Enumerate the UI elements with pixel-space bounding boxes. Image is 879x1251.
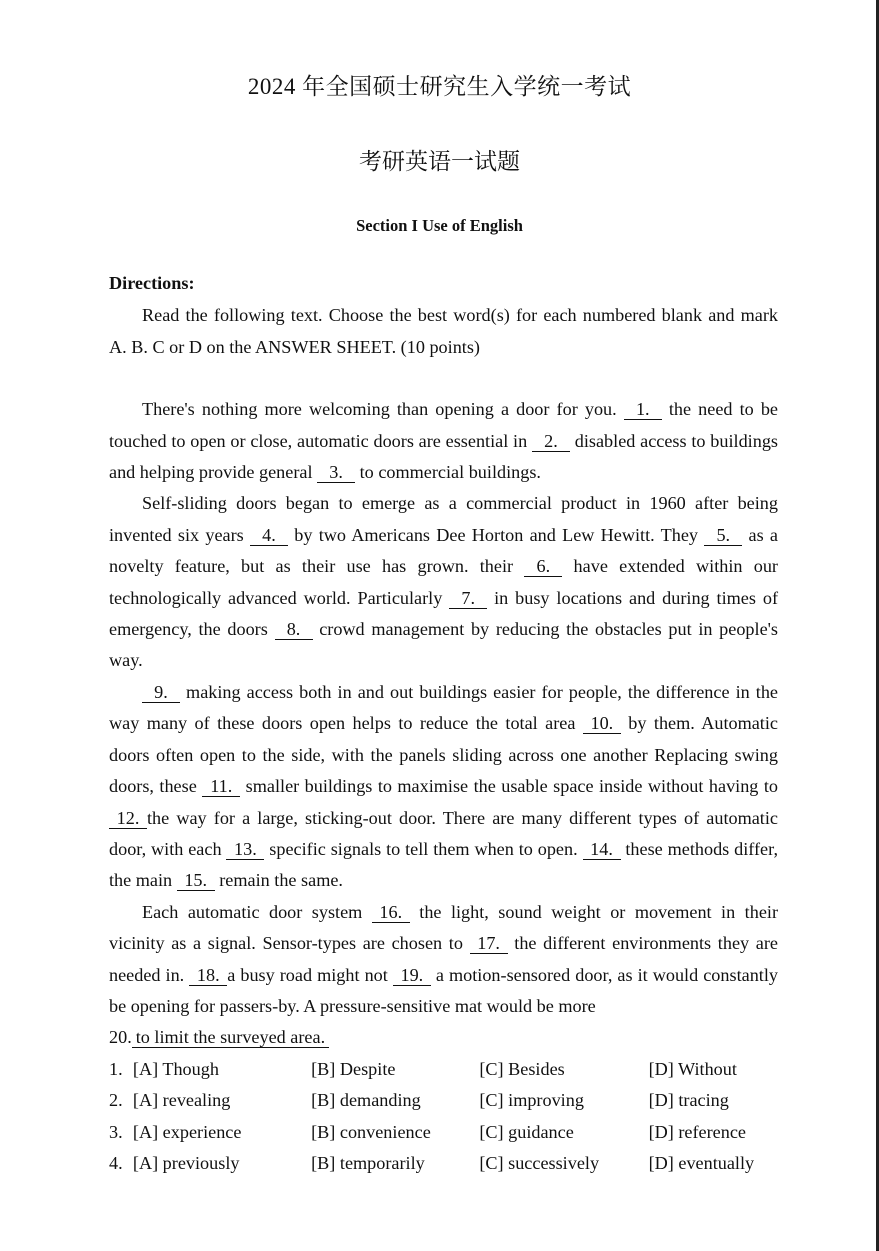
question-number: 3.	[109, 1121, 123, 1142]
passage-text: in busy locations and during times of emergency, the doors	[109, 587, 779, 640]
option-b: [B] Despite	[311, 1058, 396, 1079]
option-d: [D] tracing	[648, 1090, 729, 1111]
passage-text: the different environments they are needed in.	[109, 933, 778, 985]
passage-text: crowd management by reducing the obstacles put in people's way.	[109, 619, 778, 671]
option-a: [A] revealing	[132, 1090, 231, 1111]
option-a: [A] Though	[132, 1058, 219, 1079]
passage-text: 20.	[109, 1027, 132, 1048]
answer-blank: 2.	[532, 432, 570, 452]
passage-paragraph-4	[109, 897, 778, 1023]
option-c: [C] guidance	[479, 1121, 574, 1142]
passage-text: the light, sound weight or movement in their vicinity as a signal. Sensor-types are chosen to	[109, 901, 779, 954]
answer-blank: 19.	[393, 966, 431, 986]
option-a: [A] previously	[132, 1152, 240, 1173]
passage-text: a busy road might not	[227, 964, 393, 985]
passage-paragraph-3	[109, 677, 778, 897]
answer-blank: 3.	[317, 463, 355, 483]
passage-text: the way for a large, sticking-out door. There are many different types of automatic door, with each	[109, 807, 778, 859]
question-number: 2.	[109, 1090, 123, 1111]
directions-label: Directions:	[109, 273, 195, 293]
option-c: [C] improving	[479, 1090, 584, 1111]
option-b: [B] demanding	[311, 1090, 421, 1111]
option-a: [A] experience	[132, 1121, 242, 1142]
passage-text: a motion-sensored door, as it would constantly be opening for passers-by. A pressure-sensitive mat would be more	[109, 964, 778, 1016]
passage-text: have extended within our technologically advanced world. Particularly	[109, 556, 778, 608]
exam-title: 2024 年全国硕士研究生入学统一考试	[247, 74, 632, 99]
answer-blank: 6.	[524, 557, 562, 577]
passage-text: by them. Automatic doors often open to the side, with the panels sliding across one another Replacing swing doors, these	[109, 713, 778, 797]
section-heading: Section I Use of English	[356, 216, 523, 235]
passage-text: remain the same.	[214, 870, 343, 891]
question-number: 4.	[109, 1152, 123, 1173]
option-b: [B] convenience	[311, 1121, 431, 1142]
passage-paragraph-2	[109, 488, 778, 676]
option-b: [B] temporarily	[311, 1152, 425, 1173]
passage-text: There's nothing more welcoming than opening a door for you.	[142, 399, 624, 420]
passage-text: the need to be touched to open or close, automatic doors are essential in	[109, 399, 778, 451]
answer-blank: 15.	[177, 871, 215, 891]
passage-text: smaller buildings to maximise the usable space inside without having to	[240, 776, 778, 797]
option-d: [D] reference	[648, 1121, 746, 1142]
passage-text: to commercial buildings.	[355, 462, 541, 483]
exam-body	[109, 268, 778, 1179]
passage-paragraph-5	[109, 1022, 778, 1053]
option-d: [D] Without	[648, 1058, 737, 1079]
passage-text: these methods differ, the main	[109, 838, 779, 891]
options-list	[109, 1054, 778, 1180]
option-d: [D] eventually	[648, 1152, 755, 1173]
answer-blank: 11.	[202, 777, 240, 797]
answer-blank: to limit the surveyed area.	[132, 1028, 329, 1048]
option-row	[109, 1148, 778, 1179]
option-row	[109, 1054, 778, 1085]
passage-text: by two Americans Dee Horton and Lew Hewitt. They	[288, 524, 705, 545]
passage-text: Each automatic door system	[142, 901, 372, 922]
passage-text: disabled access to buildings and helping provide general	[109, 430, 778, 483]
option-c: [C] Besides	[479, 1058, 565, 1079]
exam-subtitle: 考研英语一试题	[359, 149, 520, 174]
passage-text: making access both in and out buildings easier for people, the difference in the way many of these doors open helps to reduce the total area	[109, 681, 778, 734]
answer-blank: 8.	[275, 620, 313, 640]
answer-blank: 5.	[704, 526, 742, 546]
question-number: 1.	[109, 1058, 123, 1079]
passage-text: Self-sliding doors began to emerge as a commercial product in 1960 after being invented six years	[109, 493, 778, 545]
answer-blank: 14.	[583, 840, 621, 860]
spacer	[109, 363, 778, 394]
answer-blank: 10.	[583, 714, 621, 734]
option-row	[109, 1085, 778, 1116]
answer-blank: 4.	[250, 526, 288, 546]
passage-text: as a novelty feature, but as their use has grown. their	[109, 524, 778, 577]
option-c: [C] successively	[479, 1152, 600, 1173]
answer-blank: 16.	[372, 903, 410, 923]
passage-text: specific signals to tell them when to open.	[264, 838, 583, 859]
passage-paragraph-1	[109, 394, 778, 488]
answer-blank: 7.	[449, 589, 487, 609]
answer-blank: 18.	[189, 966, 227, 986]
answer-blank: 13.	[226, 840, 264, 860]
answer-blank: 1.	[624, 400, 662, 420]
option-row	[109, 1117, 778, 1148]
directions-text: Read the following text. Choose the best word(s) for each numbered blank and mark A. B. C or D on the ANSWER SHEET. (10 points)	[109, 305, 778, 357]
answer-blank: 12.	[109, 809, 147, 829]
answer-blank: 9.	[142, 683, 180, 703]
answer-blank: 17.	[470, 934, 508, 954]
